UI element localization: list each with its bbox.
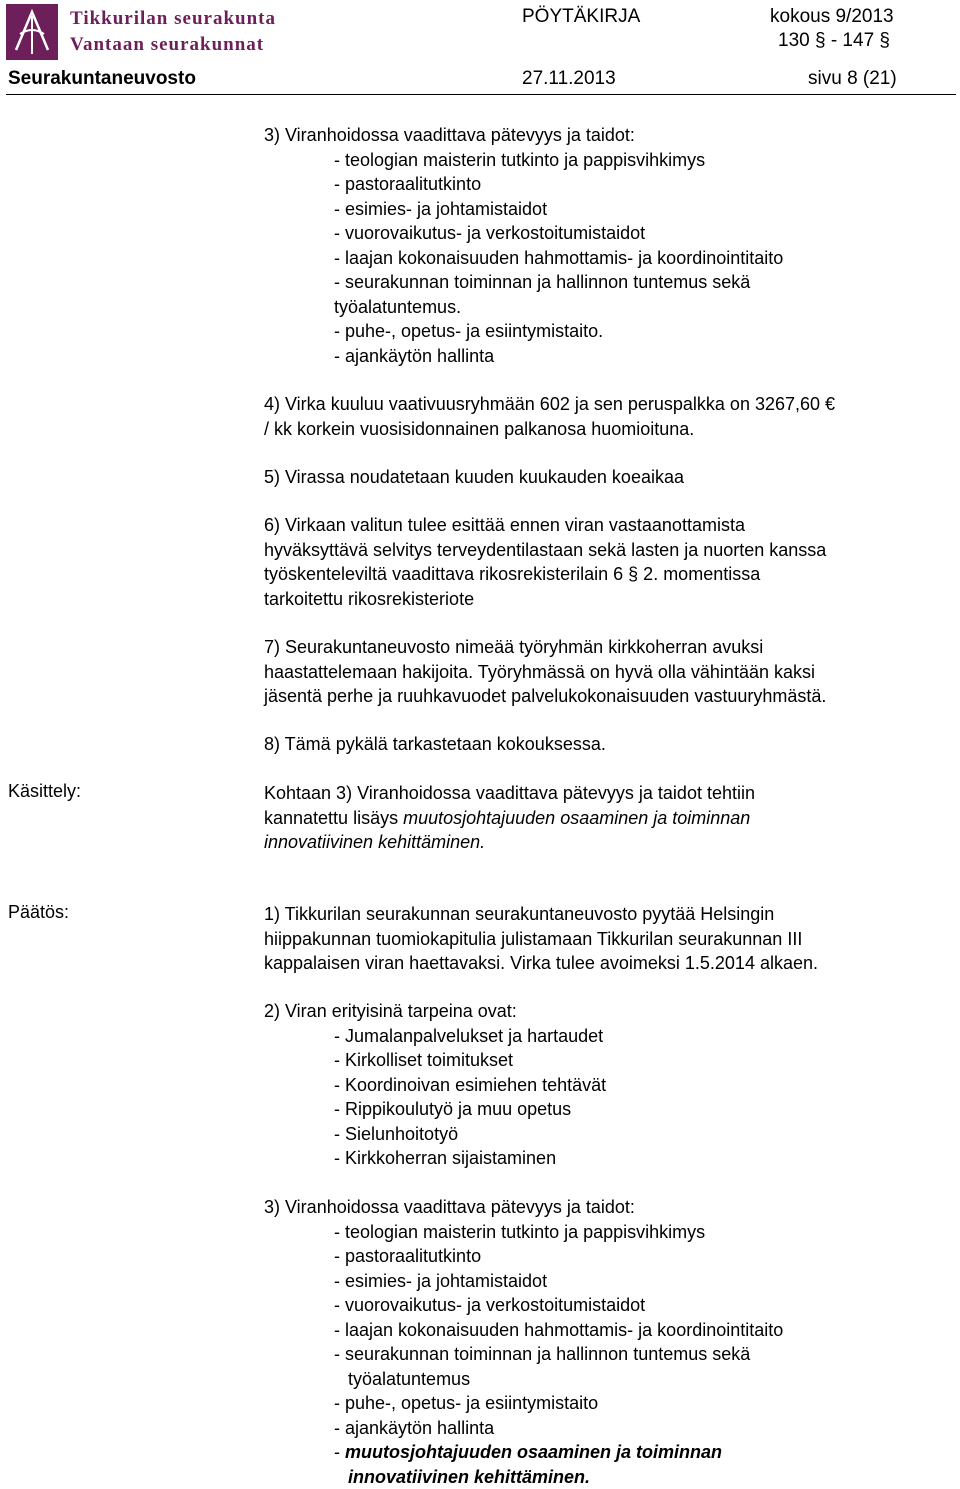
list-item: - Jumalanpalvelukset ja hartaudet	[334, 1024, 603, 1049]
list-item: - laajan kokonaisuuden hahmottamis- ja koordinointitaito	[334, 1318, 783, 1343]
list-dash: -	[334, 1442, 345, 1462]
list-item: - puhe-, opetus- ja esiintymistaito.	[334, 319, 603, 344]
kasittely-italic-text: muutosjohtajuuden osaaminen ja toiminnan	[403, 808, 750, 828]
header-divider	[6, 94, 956, 95]
parish-logo	[6, 4, 58, 60]
item7-line: jäsentä perhe ja ruuhkavuodet palvelukokonaisuuden vastuuryhmästä.	[264, 684, 826, 709]
paatos-item2-title: 2) Viran erityisinä tarpeina ovat:	[264, 999, 517, 1024]
page-number: sivu 8 (21)	[808, 68, 897, 90]
list-item-added	[334, 1440, 722, 1465]
list-item: - esimies- ja johtamistaidot	[334, 197, 547, 222]
added-skill-text-cont: innovatiivinen kehittäminen.	[348, 1465, 590, 1489]
body-name: Seurakuntaneuvosto	[8, 68, 196, 90]
list-item: - seurakunnan toiminnan ja hallinnon tuntemus sekä	[334, 270, 750, 295]
meeting-number: kokous 9/2013	[770, 6, 894, 28]
kasittely-line	[264, 806, 750, 831]
document-type: PÖYTÄKIRJA	[522, 6, 640, 28]
list-item: työalatuntemus.	[334, 295, 461, 320]
paatos-item1-line: kappalaisen viran haettavaksi. Virka tulee avoimeksi 1.5.2014 alkaen.	[264, 951, 818, 976]
kasittely-line: Kohtaan 3) Viranhoidossa vaadittava pätevyys ja taidot tehtiin	[264, 781, 755, 806]
list-item: - ajankäytön hallinta	[334, 344, 494, 369]
list-item: työalatuntemus	[348, 1367, 470, 1392]
added-skill-text: muutosjohtajuuden osaaminen ja toiminnan	[345, 1442, 722, 1462]
item8-line: 8) Tämä pykälä tarkastetaan kokouksessa.	[264, 732, 606, 757]
list-item: - ajankäytön hallinta	[334, 1416, 494, 1441]
org-name-line2: Vantaan seurakunnat	[70, 34, 264, 56]
item4-line: / kk korkein vuosisidonnainen palkanosa huomioituna.	[264, 417, 694, 442]
org-name-line1: Tikkurilan seurakunta	[70, 8, 276, 30]
list-item: - Kirkkoherran sijaistaminen	[334, 1146, 556, 1171]
kasittely-label: Käsittely:	[8, 781, 81, 802]
item7-line: 7) Seurakuntaneuvosto nimeää työryhmän kirkkoherran avuksi	[264, 635, 763, 660]
list-item: - puhe-, opetus- ja esiintymistaito	[334, 1391, 598, 1416]
item3-title: 3) Viranhoidossa vaadittava pätevyys ja taidot:	[264, 123, 635, 148]
item4-line: 4) Virka kuuluu vaativuusryhmään 602 ja sen peruspalkka on 3267,60 €	[264, 392, 835, 417]
list-item: - pastoraalitutkinto	[334, 172, 481, 197]
list-item: - pastoraalitutkinto	[334, 1244, 481, 1269]
list-item: - teologian maisterin tutkinto ja pappisvihkimys	[334, 148, 705, 173]
list-item: - Kirkolliset toimitukset	[334, 1048, 513, 1073]
paatos-item1-line: hiippakunnan tuomiokapitulia julistamaan Tikkurilan seurakunnan III	[264, 927, 802, 952]
kasittely-text: kannatettu lisäys	[264, 808, 403, 828]
list-item: - Rippikoulutyö ja muu opetus	[334, 1097, 571, 1122]
item6-line: tarkoitettu rikosrekisteriote	[264, 587, 474, 612]
list-item: - vuorovaikutus- ja verkostoitumistaidot	[334, 221, 645, 246]
item6-line: hyväksyttävä selvitys terveydentilastaan sekä lasten ja nuorten kanssa	[264, 538, 826, 563]
list-item: - Sielunhoitotyö	[334, 1122, 458, 1147]
paatos-item1-line: 1) Tikkurilan seurakunnan seurakuntaneuvosto pyytää Helsingin	[264, 902, 774, 927]
item7-line: haastattelemaan hakijoita. Työryhmässä on hyvä olla vähintään kaksi	[264, 660, 815, 685]
item6-line: työskenteleviltä vaadittava rikosrekisterilain 6 § 2. momentissa	[264, 562, 760, 587]
list-item: - teologian maisterin tutkinto ja pappisvihkimys	[334, 1220, 705, 1245]
list-item: - laajan kokonaisuuden hahmottamis- ja koordinointitaito	[334, 246, 783, 271]
list-item: - seurakunnan toiminnan ja hallinnon tuntemus sekä	[334, 1342, 750, 1367]
list-item: - esimies- ja johtamistaidot	[334, 1269, 547, 1294]
list-item: - vuorovaikutus- ja verkostoitumistaidot	[334, 1293, 645, 1318]
section-range: 130 § - 147 §	[778, 30, 890, 52]
item6-line: 6) Virkaan valitun tulee esittää ennen viran vastaanottamista	[264, 513, 745, 538]
paatos-item3-title: 3) Viranhoidossa vaadittava pätevyys ja taidot:	[264, 1195, 635, 1220]
item5-line: 5) Virassa noudatetaan kuuden kuukauden koeaikaa	[264, 465, 684, 490]
paatos-label: Päätös:	[8, 902, 69, 923]
list-item: - Koordinoivan esimiehen tehtävät	[334, 1073, 606, 1098]
meeting-date: 27.11.2013	[522, 68, 616, 90]
kasittely-italic-line: innovatiivinen kehittäminen.	[264, 830, 485, 855]
